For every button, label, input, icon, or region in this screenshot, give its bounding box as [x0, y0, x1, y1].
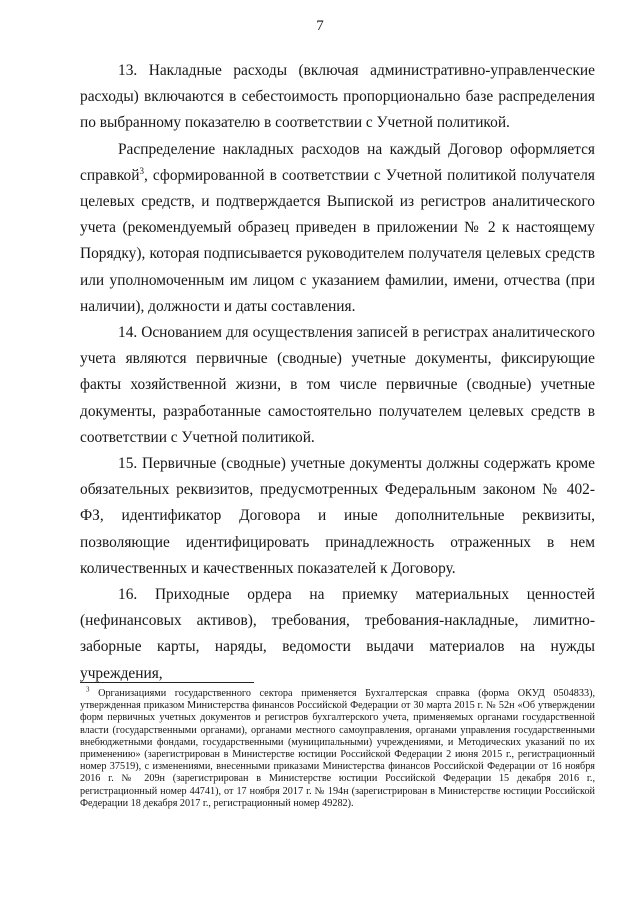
paragraph-13: 13. Накладные расходы (включая административно-управленческие расходы) включаются в себестоимость пропорционально базе распределения по выбранному показателю в соответствии с Учетной политикой.	[80, 62, 595, 132]
footnote-text: Организациями государственного сектора применяется Бухгалтерская справка (форма ОКУД 0504833), утвержденная приказом Министерства финансов Российской Федерации от 30 марта 2015 г. № 52н «Об утверждении форм первичных учетных документов и регистров бухгалтерского учета, применяемых органами государственной власти (государственными органами), органами местного самоуправления, органами управления государственными внебюджетными фондами, государственными (муниципальными) учреждениями, и Методических указаний по их применению» (зарегистрирован в Министерстве юстиции Российской Федерации 2 июня 2015 г., регистрационный номер 37519), с изменениями, внесенными приказами Министерства финансов Российской Федерации от 16 ноября 2016 г. № 209н (зарегистрирован в Министерстве юстиции Российской Федерации 15 декабря 2016 г., регистрационный номер 44741), от 17 ноября 2017 г. № 194н (зарегистрирован в Министерстве юстиции Российской Федерации 18 декабря 2017 г., регистрационный номер 49282).	[80, 688, 596, 809]
paragraph-distribution-start: Распределение накладных расходов на каждый Договор оформляется справкой	[80, 140, 595, 184]
page-number: 7	[316, 18, 324, 34]
paragraph-distribution	[80, 137, 595, 320]
footnote-marker: 3	[86, 685, 90, 694]
paragraph-distribution-end: , сформированной в соответствии с Учетной политикой получателя целевых средств, и подтверждается Выпиской из регистров аналитического учета (рекомендуемый образец приведен в приложении № 2 к настоящему Порядку), которая подписывается руководителем получателя целевых средств или уполномоченным им лицом с указанием фамилии, имени, отчества (при наличии), должности и даты составления.	[80, 166, 595, 315]
paragraph-14: 14. Основанием для осуществления записей в регистрах аналитического учета являются первичные (сводные) учетные документы, фиксирующие факты хозяйственной жизни, в том числе первичные (сводные) учетные документы, разработанные самостоятельно получателем целевых средств в соответствии с Учетной политикой.	[80, 324, 595, 446]
footnote-separator	[80, 682, 254, 683]
paragraph-16: 16. Приходные ордера на приемку материальных ценностей (нефинансовых активов), требования, требования-накладные, лимитно-заборные карты, наряды, ведомости выдачи материалов на нужды учреждения,	[80, 586, 595, 682]
footnote	[80, 685, 596, 810]
paragraph-15: 15. Первичные (сводные) учетные документы должны содержать кроме обязательных реквизитов, предусмотренных Федеральным законом № 402-ФЗ, идентификатор Договора и иные дополнительные реквизиты, позволяющие идентифицировать принадлежность отраженных в нем количественных и качественных показателей к Договору.	[80, 455, 595, 577]
document-body	[80, 58, 595, 687]
footnote-reference: 3	[139, 165, 144, 176]
